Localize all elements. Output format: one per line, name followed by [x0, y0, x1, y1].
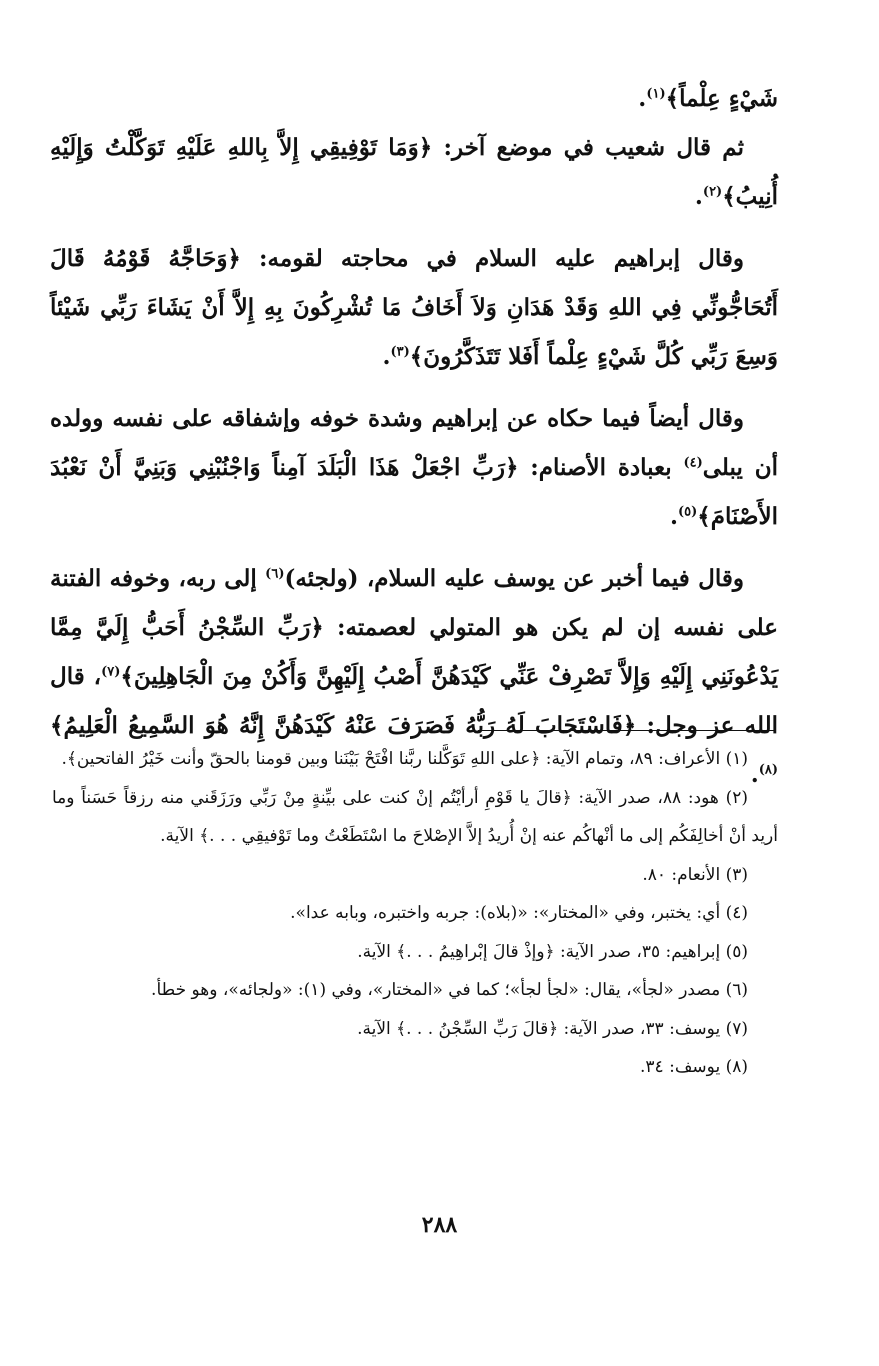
paragraph-text: ثم قال شعيب في موضع آخر: ﴿وَمَا تَوْفِيقِي إِلاَّ بِاللهِ عَلَيْهِ تَوَكَّلْتُ وَإِلَيْهِ أُنِيبُ﴾: [50, 134, 778, 210]
paragraph-ibrahim-fear: [50, 394, 778, 541]
page-number: ٢٨٨: [421, 1212, 458, 1238]
paragraph-text: بعبادة الأصنام: ﴿رَبِّ اجْعَلْ هَذَا الْبَلَدَ آمِناً وَاجْنُبْنِي وَبَنِيَّ أَنْ نَعْبُدَ الأَصْنَامَ﴾: [50, 454, 778, 530]
paragraph-text: وقال إبراهيم عليه السلام في محاجته لقومه: ﴿وَحَاجَّهُ قَوْمُهُ قَالَ أَتُحَاجُّونِّي فِي اللهِ وَقَدْ هَدَانِ وَلاَ أَخَافُ مَا تُشْرِكُونَ بِهِ إِلاَّ أَنْ يَشَاءَ رَبِّي شَيْئاً وَسِعَ رَبِّي كُلَّ شَيْءٍ عِلْماً أَفَلا تَتَذَكَّرُونَ﴾: [50, 245, 778, 370]
footnote-ref: (٤): [683, 455, 703, 471]
footnote-ref: (١): [646, 86, 666, 102]
punctuation: .: [638, 85, 647, 112]
footnote-6: (٦) مصدر «لجأ»، يقال: «لجأ لجأ»؛ كما في «المختار»، وفي (١): «ولجائه»، وهو خطأ.: [151, 980, 748, 1000]
paragraph-shuayb: [50, 123, 778, 221]
footnote-ref: (٢): [702, 184, 723, 200]
footnote-ref: (٣): [390, 344, 410, 360]
footnote-8: (٨) يوسف: ٣٤.: [640, 1057, 748, 1077]
footnote-ref: (٨): [758, 762, 778, 778]
main-text-body: [50, 74, 778, 799]
footnote-ref: (٥): [678, 504, 698, 520]
footnote-divider: [478, 730, 776, 731]
footnote-2: (٢) هود: ٨٨، صدر الآية: ﴿قالَ يا قَوْمِ أرأيْتُم إنْ كنت على بيِّنةٍ مِنْ رَبِّي ورَزَقَني منه رزقاً حَسَناً وما أريد أنْ أخالِفَكُم إلى ما أنْهاكُم عنه إنْ أُريدُ إلاَّ الإصْلاحَ ما اسْتَطَعْتُ وما تَوْفيقِي . . .﴾ الآية.: [52, 787, 778, 846]
footnote-ref: (٧): [101, 664, 121, 680]
footnote-5: (٥) إبراهيم: ٣٥، صدر الآية: ﴿وإذْ قالَ إبْراهِيمُ . . .﴾ الآية.: [357, 941, 748, 962]
paragraph-text: وقال أيضاً فيما حكاه عن إبراهيم وشدة خوفه وإشفاقه على نفسه وولده أن يبلى: [50, 405, 778, 481]
footnote-7: (٧) يوسف: ٣٣، صدر الآية: ﴿قالَ رَبِّ السِّجْنُ . . .﴾ الآية.: [357, 1018, 748, 1039]
paragraph-text: شَيْءٍ عِلْماً﴾: [665, 85, 778, 112]
paragraph-ibrahim-argument: [50, 234, 778, 381]
paragraph-text: ، قال الله عز وجل: ﴿فَاسْتَجَابَ لَهُ رَبُّهُ فَصَرَفَ عَنْهُ كَيْدَهُنَّ إِنَّهُ هُوَ السَّمِيعُ الْعَلِيمُ﴾: [50, 663, 778, 739]
paragraph-text: إلى ربه، وخوفه الفتنة على نفسه إن لم يكن هو المتولي لعصمته: ﴿رَبِّ السِّجْنُ أَحَبُّ إِلَيَّ مِمَّا يَدْعُونَنِي إِلَيْهِ وَإِلاَّ تَصْرِفْ عَنِّي كَيْدَهُنَّ أَصْبُ إِلَيْهِنَّ وَأَكُنْ مِنَ الْجَاهِلِينَ﴾: [50, 565, 779, 690]
paragraph-text: وقال فيما أخبر عن يوسف عليه السلام، (ولجئه): [284, 565, 744, 592]
punctuation: .: [382, 343, 391, 370]
footnote-3: (٣) الأنعام: ٨٠.: [642, 864, 748, 885]
paragraph-continuation: [50, 74, 778, 123]
punctuation: .: [669, 503, 678, 530]
footnote-ref: (٦): [265, 566, 285, 582]
footnote-4: (٤) أي: يختبر، وفي «المختار»: «(بلاه): جربه واختبره، وبابه عدا».: [290, 903, 748, 923]
footnote-1: (١) الأعراف: ٨٩، وتمام الآية: ﴿على اللهِ تَوَكَّلنا ربَّنا افْتَحْ بَيْنَنا وبين قومنا بالحقّ وأنت خَيْرُ الفاتحين﴾.: [61, 749, 748, 769]
punctuation: .: [750, 761, 759, 788]
punctuation: .: [694, 183, 703, 210]
footnotes-section: [52, 740, 778, 1087]
